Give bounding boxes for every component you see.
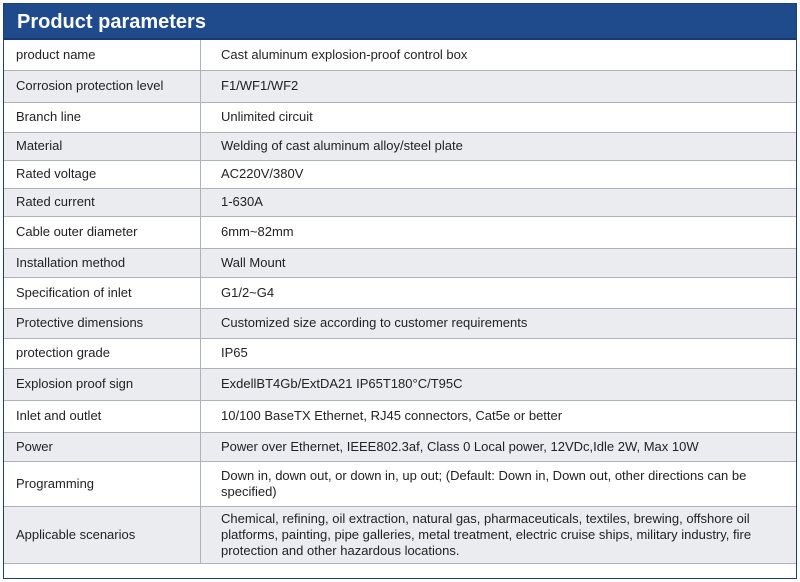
- parameter-value: Wall Mount: [201, 248, 797, 277]
- parameter-label: Corrosion protection level: [4, 70, 201, 102]
- parameter-value: Customized size according to customer requirements: [201, 308, 797, 338]
- table-row: [4, 400, 796, 432]
- parameter-label: Power: [4, 432, 201, 461]
- parameter-value: Unlimited circuit: [201, 102, 797, 132]
- parameter-label: Branch line: [4, 102, 201, 132]
- parameter-label: product name: [4, 40, 201, 70]
- parameter-label: protection grade: [4, 338, 201, 368]
- parameter-label: Protective dimensions: [4, 308, 201, 338]
- table-row: [4, 216, 796, 248]
- parameters-table-body: [4, 40, 796, 563]
- parameter-value: 10/100 BaseTX Ethernet, RJ45 connectors, Cat5e or better: [201, 400, 797, 432]
- table-row: [4, 338, 796, 368]
- parameter-value: IP65: [201, 338, 797, 368]
- parameter-value: Welding of cast aluminum alloy/steel plate: [201, 132, 797, 160]
- parameter-label: Rated current: [4, 188, 201, 216]
- parameters-table: [4, 40, 796, 564]
- parameter-label: Installation method: [4, 248, 201, 277]
- parameter-value: G1/2~G4: [201, 277, 797, 308]
- parameter-label: Specification of inlet: [4, 277, 201, 308]
- parameters-panel: [3, 3, 797, 579]
- table-row: [4, 132, 796, 160]
- parameter-label: Inlet and outlet: [4, 400, 201, 432]
- table-row: [4, 461, 796, 506]
- parameter-value: Chemical, refining, oil extraction, natural gas, pharmaceuticals, textiles, brewing, offshore oil platforms, painting, pipe galleries, metal treatment, electric cruise ships, military industry, fire protection and other hazardous locations.: [201, 506, 797, 563]
- parameter-label: Cable outer diameter: [4, 216, 201, 248]
- parameter-value: Power over Ethernet, IEEE802.3af, Class 0 Local power, 12VDc,Idle 2W, Max 10W: [201, 432, 797, 461]
- table-row: [4, 40, 796, 70]
- table-row: [4, 277, 796, 308]
- parameter-value: ExdellBT4Gb/ExtDA21 IP65T180°C/T95C: [201, 368, 797, 400]
- parameter-label: Applicable scenarios: [4, 506, 201, 563]
- parameter-value: 6mm~82mm: [201, 216, 797, 248]
- parameter-label: Explosion proof sign: [4, 368, 201, 400]
- table-row: [4, 506, 796, 563]
- parameter-value: AC220V/380V: [201, 160, 797, 188]
- table-row: [4, 308, 796, 338]
- parameter-label: Rated voltage: [4, 160, 201, 188]
- parameter-label: Material: [4, 132, 201, 160]
- parameter-value: Cast aluminum explosion-proof control box: [201, 40, 797, 70]
- table-row: [4, 160, 796, 188]
- table-row: [4, 102, 796, 132]
- parameter-value: Down in, down out, or down in, up out; (Default: Down in, Down out, other directions can be specified): [201, 461, 797, 506]
- panel-title: Product parameters: [4, 4, 796, 40]
- parameter-value: F1/WF1/WF2: [201, 70, 797, 102]
- parameter-label: Programming: [4, 461, 201, 506]
- table-row: [4, 432, 796, 461]
- parameter-value: 1-630A: [201, 188, 797, 216]
- table-row: [4, 70, 796, 102]
- table-row: [4, 188, 796, 216]
- table-row: [4, 368, 796, 400]
- table-row: [4, 248, 796, 277]
